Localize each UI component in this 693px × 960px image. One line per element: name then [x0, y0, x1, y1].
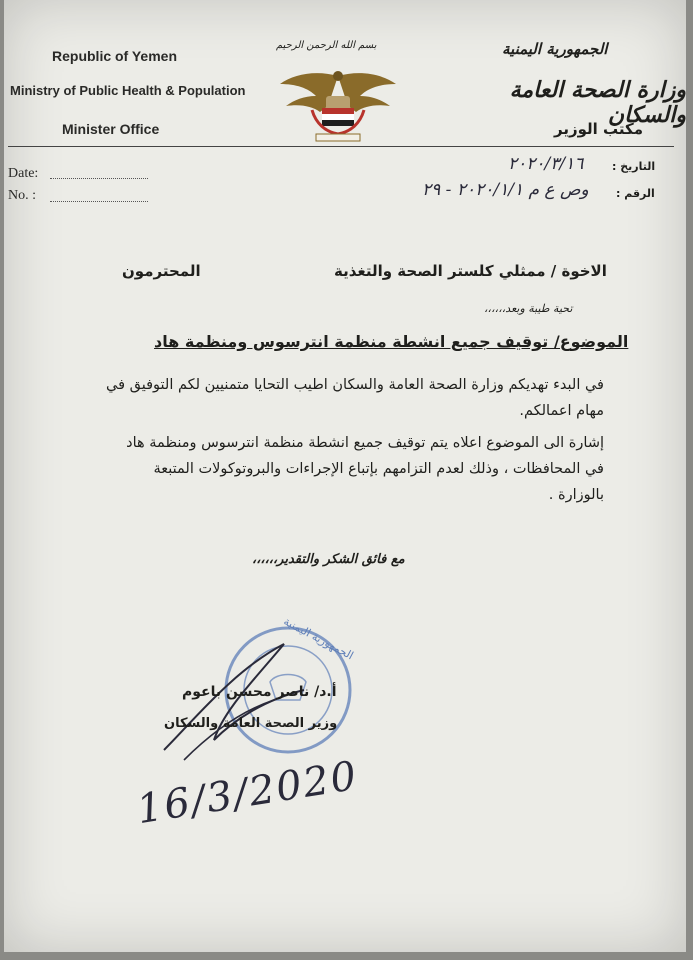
no-dotted-line	[50, 201, 148, 202]
header-ar-office: مكتب الوزير	[554, 120, 644, 138]
handwritten-date: 16/3/2020	[133, 752, 362, 834]
header-divider	[8, 146, 674, 147]
paragraph-2-line-2: في المحافظات ، وذلك لعدم التزامهم بإتباع الإجراءات والبروتوكولات المتبعة	[153, 461, 604, 477]
date-label-ar: التاريخ :	[612, 160, 656, 173]
paragraph-2-line-1: إشارة الى الموضوع اعلاه يتم توقيف جميع انشطة منظمة انترسوس ومنظمة هاد	[126, 435, 604, 451]
paragraph-2-line-3: بالوزارة .	[548, 487, 604, 503]
paragraph-2	[104, 430, 604, 508]
no-label-ar: الرقم :	[616, 187, 655, 200]
letter-page	[4, 0, 686, 952]
date-dotted-line	[50, 178, 148, 179]
date-value: ٢٠٢٠/٣/١٦	[508, 154, 584, 174]
signatory-name: أ.د/ ناصر محسن باعوم	[182, 684, 337, 700]
basmala: بسم الله الرحمن الرحيم	[276, 40, 377, 51]
header-ar-ministry: وزارة الصحة العامة والسكان	[509, 78, 686, 128]
subject: الموضوع/ توقيف جميع انشطة منظمة انترسوس ومنظمة هاد	[154, 332, 629, 351]
no-value: وص ع م ٢٠٢٠/١/١ - ٢٩	[422, 180, 589, 200]
paragraph-1	[104, 372, 604, 424]
no-label-en: No. :	[8, 188, 36, 203]
signatory-title: وزير الصحة العامة والسكان	[164, 716, 338, 731]
stamp-text: الجمهورية اليمنية	[281, 614, 356, 663]
header-ar-country: الجمهورية اليمنية	[502, 40, 608, 58]
header-en-ministry: Ministry of Public Health & Population	[10, 83, 246, 98]
handwritten-signature-icon	[154, 630, 314, 770]
greeting: تحية طيبة وبعد،،،،،،	[484, 302, 573, 315]
honorific: المحترمون	[122, 262, 201, 280]
header-en-country: Republic of Yemen	[52, 48, 177, 64]
paragraph-1-line-1: في البدء تهديكم وزارة الصحة العامة والسكان اطيب التحايا متمنيين لكم التوفيق في	[106, 377, 604, 393]
header-en-office: Minister Office	[62, 121, 160, 137]
closing: مع فائق الشكر والتقدير،،،،،،	[252, 552, 405, 567]
eagle-emblem-icon	[276, 66, 400, 146]
paragraph-1-line-2: مهام اعمالكم.	[519, 403, 604, 419]
recipient: الاخوة / ممثلي كلستر الصحة والتغذية	[334, 262, 607, 280]
date-label-en: Date:	[8, 166, 39, 181]
